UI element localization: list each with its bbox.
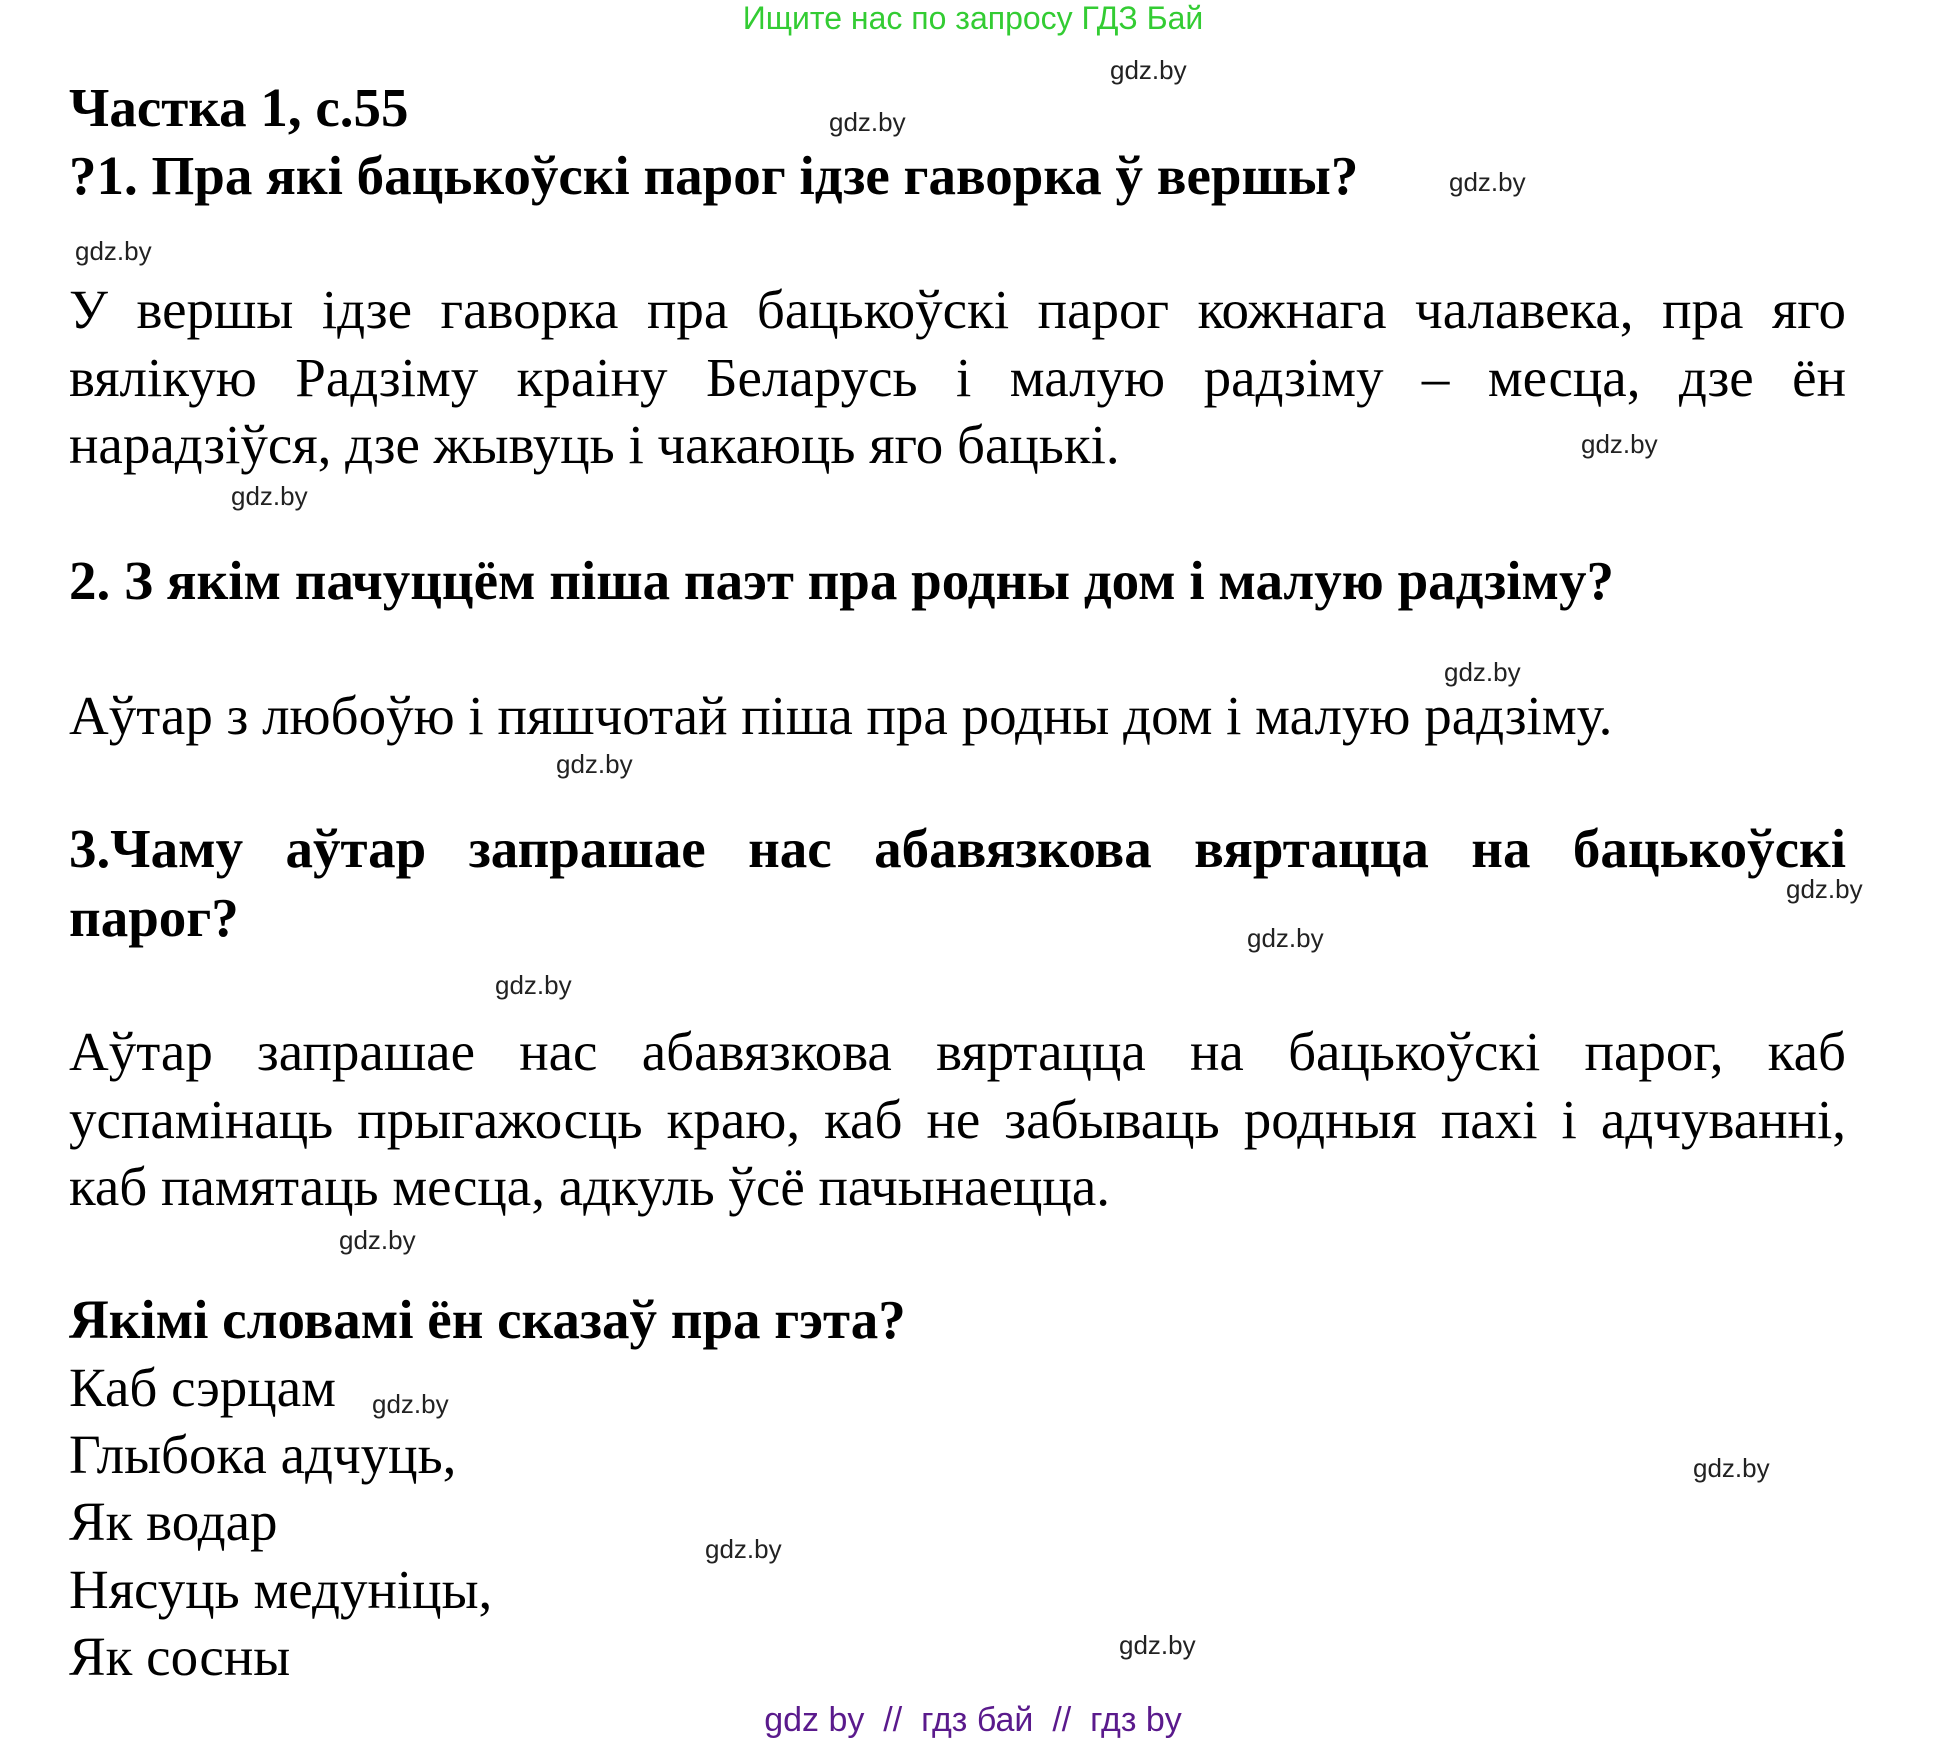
question-3-line: 3.Чаму аўтар запрашае нас абавязкова вяртацца на бацькоўскі (69, 818, 1846, 879)
poem-line: Каб сэрцам (69, 1357, 336, 1418)
poem-line: Глыбока адчуць, (69, 1424, 457, 1485)
answer-3-line: каб памятаць месца, адкуль ўсё пачынаецца. (69, 1156, 1111, 1217)
question-2: 2. З якім пачуццём піша паэт пра родны дом і малую радзіму? (69, 550, 1614, 611)
answer-1-line: нарадзіўся, дзе жывуць і чакаюць яго бацькі. (69, 414, 1120, 475)
watermark: gdz.by (1110, 55, 1187, 85)
search-banner: Ищите нас по запросу ГДЗ Бай (742, 0, 1204, 36)
footer-links: gdz by // гдз бай // гдз by (764, 1701, 1182, 1739)
watermark: gdz.by (1581, 429, 1658, 459)
question-3-line: парог? (69, 887, 239, 948)
watermark: gdz.by (556, 749, 633, 779)
watermark: gdz.by (495, 970, 572, 1000)
poem-line: Нясуць медуніцы, (69, 1559, 493, 1620)
question-4: Якімі словамі ён сказаў пра гэта? (69, 1289, 906, 1350)
poem-line: Як сосны (69, 1626, 291, 1687)
poem-line: Як водар (69, 1491, 278, 1552)
watermark: gdz.by (1119, 1630, 1196, 1660)
watermark: gdz.by (1444, 657, 1521, 687)
answer-3-line: успамінаць прыгажосць краю, каб не забываць родныя пахі і адчуванні, (69, 1089, 1846, 1150)
answer-3-line: Аўтар запрашае нас абавязкова вяртацца на бацькоўскі парог, каб (69, 1021, 1846, 1082)
watermark: gdz.by (1247, 923, 1324, 953)
answer-1-line: У вершы ідзе гаворка пра бацькоўскі парог кожнага чалавека, пра яго (69, 279, 1846, 340)
watermark: gdz.by (75, 236, 152, 266)
page-title: Частка 1, с.55 (69, 77, 409, 138)
watermark: gdz.by (829, 107, 906, 137)
watermark: gdz.by (1449, 167, 1526, 197)
watermark: gdz.by (339, 1225, 416, 1255)
watermark: gdz.by (1786, 874, 1863, 904)
answer-1-line: вялікую Радзіму краіну Беларусь і малую радзіму – месца, дзе ён (69, 347, 1846, 408)
answer-2: Аўтар з любоўю і пяшчотай піша пра родны дом і малую радзіму. (69, 685, 1613, 746)
watermark: gdz.by (372, 1389, 449, 1419)
watermark: gdz.by (1693, 1453, 1770, 1483)
question-1: ?1. Пра які бацькоўскі парог ідзе гаворка ў вершы? (69, 145, 1359, 206)
watermark: gdz.by (231, 481, 308, 511)
watermark: gdz.by (705, 1534, 782, 1564)
